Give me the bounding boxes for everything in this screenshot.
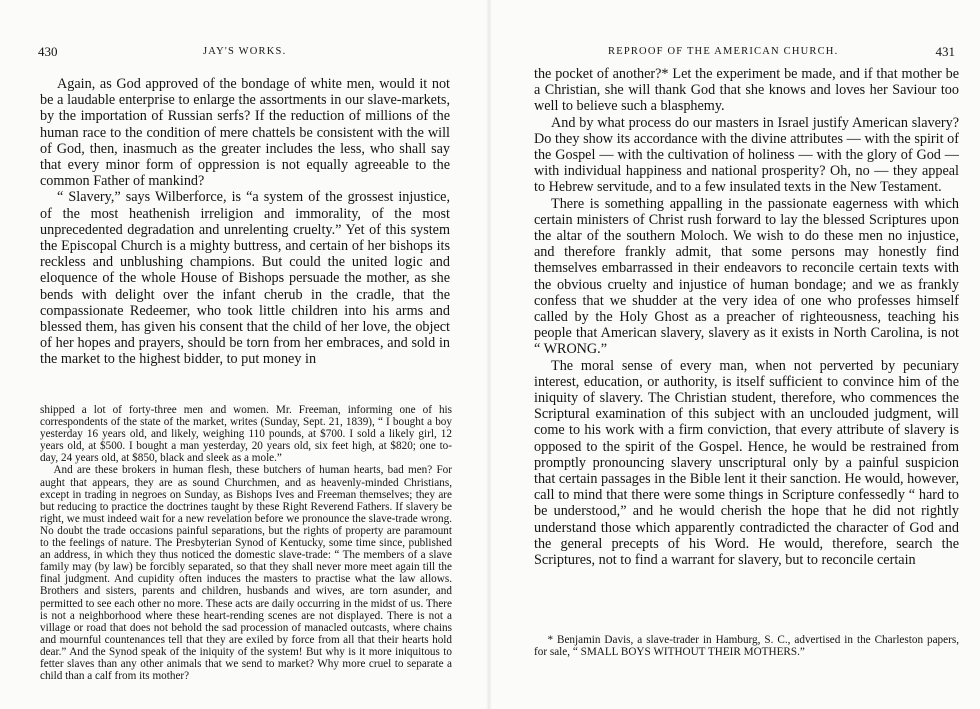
paragraph: And by what process do our masters in Israel justify American slavery? Do they show its accordance with the divine attributes — with the spirit of the Gospel — with the cultivation of holiness — with the glory of God — with individual happiness and national prosperity? Oh, no — they appeal to Hebrew servitude, and to a few insulated texts in the New Testament. [534,114,959,196]
right-running-head: REPROOF OF THE AMERICAN CHURCH. [608,46,839,57]
footnote-paragraph: And are these brokers in human flesh, these butchers of human hearts, bad men? For aught that appears, they are as sound Churchmen, and as heavenly-minded Christians, except in trading in negroes on Sunday, as Bishops Ives and Freeman themselves; they are but reducing to practice the doctrines taught by these Right Reverend Fathers. If slavery be right, we must indeed wait for a new revelation before we pronounce the slave-trade wrong. No doubt the trade occasions painful separations, but the rights of property are paramount to the feelings of nature. The Presbyterian Synod of Kentucky, some time since, published an address, in which they thus noticed the domestic slave-trade: “ The members of a slave family may (by law) be forcibly separated, so that they shall never more meet again till the final judgment. And cupidity often induces the masters to practise what the law allows. Brothers and sisters, parents and children, husbands and wives, are torn asunder, and permitted to see each other no more. These acts are daily occurring in the midst of us. There is not a neighborhood where these heart-rending scenes are not displayed. There is not a village or road that does not behold the sad procession of manacled outcasts, where chains and mournful countenances tell that they are exiled by force from all that their hearts hold dear.” And the Synod speak of the iniquity of the system! But why is it more iniquitous to fetter slaves than any other animals that we send to market? Why more cruel to separate a child than a calf from its mother? [40,464,452,683]
footnote-paragraph: * Benjamin Davis, a slave-trader in Hamburg, S. C., advertised in the Charleston papers, for sale, “ SMALL BOYS WITHOUT THEIR MOTHERS.” [534,634,959,659]
right-footnote [534,634,959,658]
left-page-number: 430 [38,44,58,59]
right-page [490,0,980,709]
paragraph: “ Slavery,” says Wilberforce, is “a system of the grossest injustice, of the most heathenish irreligion and immorality, of the most unprecedented degradation and unrelenting cruelty.” Yet of this system the Episcopal Church is a mighty buttress, and certain of her bishops its reckless and unblushing champions. But could the united logic and eloquence of the whole House of Bishops persuade the mother, as she bends with delight over the infant cherub in the cradle, that the compassionate Redeemer, who took little children into his arms and blessed them, has given his consent that the child of her love, the object of her hopes and prayers, should be torn from her embraces, and sold in the market to the highest bidder, to put money in [40,189,450,368]
right-body-text [534,66,959,568]
right-page-number: 431 [935,44,955,59]
footnote-paragraph: shipped a lot of forty-three men and women. Mr. Freeman, informing one of his correspondents of the state of the market, writes (Sunday, Sept. 21, 1839), “ I bought a boy yesterday 16 years old, and likely, weighing 110 pounds, at $700. I sold a likely girl, 12 years old, at $500. I bought a man yesterday, 20 years old, six feet high, at $820; one to-day, 24 years old, at $850, black and sleek as a mole.” [40,404,452,465]
paragraph: The moral sense of every man, when not perverted by pecuniary interest, education, or authority, is itself sufficient to convince him of the iniquity of slavery. The Christian student, therefore, who commences the Scriptural examination of this subject with an unclouded judgment, will come to his work with a firm conviction, that every attribute of slavery is opposed to the spirit of the Gospel. Hence, he would be restrained from promptly pronouncing slavery unscriptural only by a painful suspicion that certain passages in the Bible lent it their sanction. He would, however, call to mind that there were some things in Scripture confessedly “ hard to be understood,” and he would cherish the hope that he did not rightly understand those which apparently contradicted the character of God and the general precepts of his Word. He would, therefore, search the Scriptures, not to find a warrant for slavery, but to reconcile certain [534,357,959,569]
left-footnote [40,404,452,682]
paragraph: There is something appalling in the passionate eagerness with which certain ministers of Christ rush forward to lay the blessed Scriptures upon the altar of the southern Moloch. We wish to do these men no injustice, and therefore frankly admit, that some persons may honestly find themselves embarrassed in their endeavors to reconcile certain texts with the obvious cruelty and injustice of human bondage; and we as frankly confess that we shudder at the very idea of one who professes himself called by the Holy Ghost as a preacher of righteousness, teaching his people that American slavery, slavery as it exists in North Carolina, is not “ WRONG.” [534,195,959,358]
paragraph: Again, as God approved of the bondage of white men, would it not be a laudable enterprise to enlarge the assortments in our slave-markets, by the importation of Russian serfs? If the reduction of millions of the human race to the condition of mere chattels be consistent with the will of God, then, inasmuch as the greater includes the less, who shall say that every minor form of oppression is not equally agreeable to the common Father of mankind? [40,76,450,190]
paragraph: the pocket of another?* Let the experiment be made, and if that mother be a Christian, she will thank God that she knows and loves her Saviour too well to believe such a blasphemy. [534,66,959,115]
left-running-head: JAY'S WORKS. [203,46,287,57]
left-body-text [40,76,450,368]
